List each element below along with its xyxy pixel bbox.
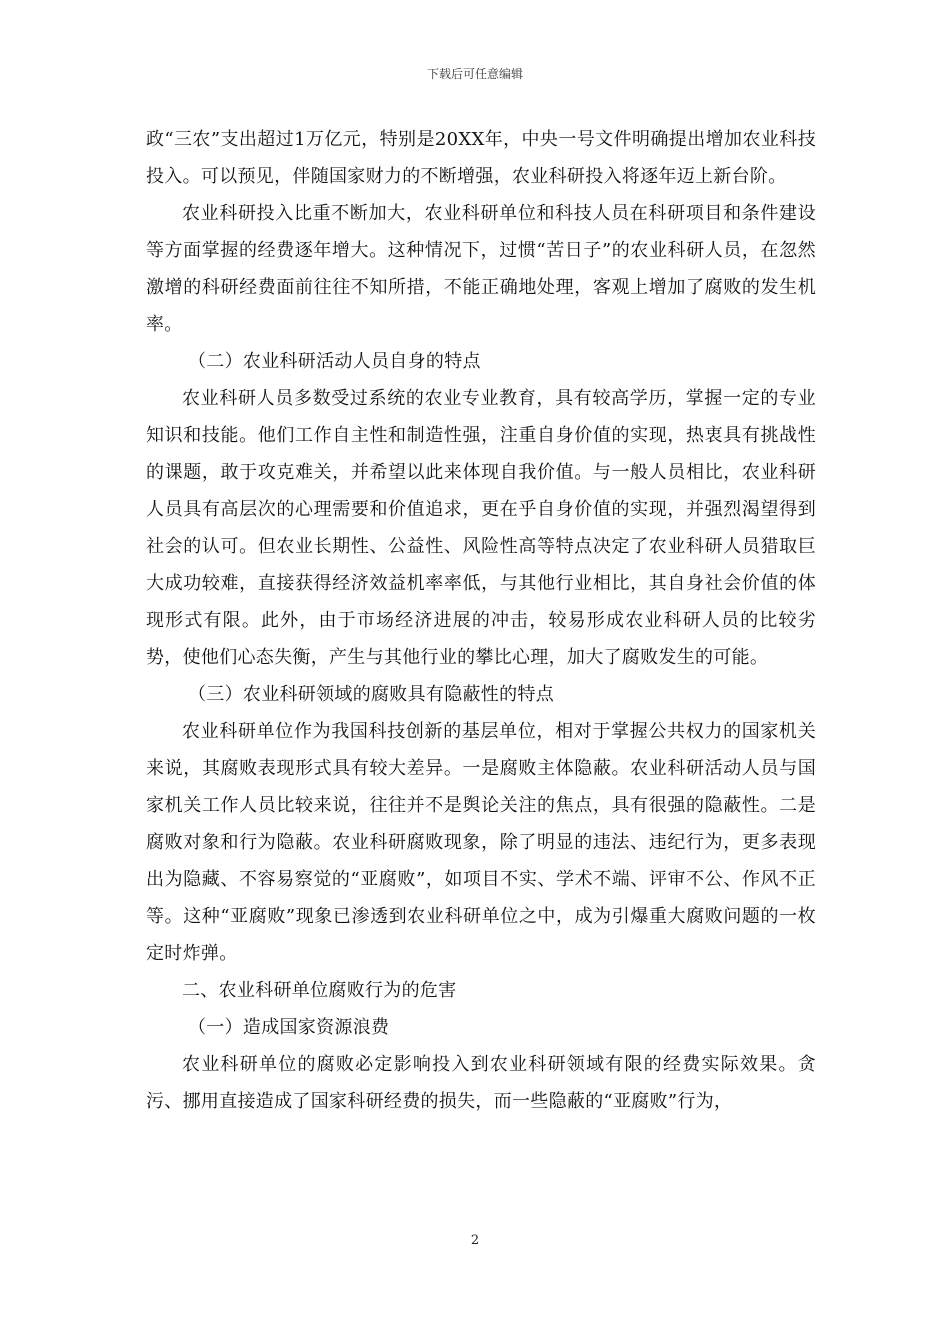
paragraph-funding-growth: 农业科研投入比重不断加大，农业科研单位和科技人员在科研项目和条件建设等方面掌握的经费逐年增大。这种情况下，过惯“苦日子”的农业科研人员，在忽然激增的科研经费面前往往不知所措，不能正确地处理，客观上增加了腐败的发生机率。 [146, 203, 816, 335]
document-body [146, 121, 816, 1120]
page-number: 2 [470, 1233, 480, 1248]
subheading-concealment: （三）农业科研领域的腐败具有隐蔽性的特点 [188, 684, 554, 705]
subheading-resource-waste: （一）造成国家资源浪费 [188, 1017, 390, 1038]
paragraph-researcher-traits: 农业科研人员多数受过系统的农业专业教育，具有较高学历，掌握一定的专业知识和技能。他们工作自主性和制造性强，注重自身价值的实现，热衷具有挑战性的课题，敢于攻克难关，并希望以此来体现自我价值。与一般人员相比，农业科研人员具有高层次的心理需要和价值追求，更在乎自身价值的实现，并强烈渴望得到社会的认可。但农业长期性、公益性、风险性高等特点决定了农业科研人员猎取巨大成功较难，直接获得经济效益机率率低，与其他行业相比，其自身社会价值的体现形式有限。此外，由于市场经济进展的冲击，较易形成农业科研人员的比较劣势，使他们心态失衡，产生与其他行业的攀比心理，加大了腐败发生的可能。 [146, 388, 816, 668]
page-header: 下载后可任意编辑 [426, 67, 523, 81]
paragraph-concealment: 农业科研单位作为我国科技创新的基层单位，相对于掌握公共权力的国家机关来说，其腐败表现形式具有较大差异。一是腐败主体隐蔽。农业科研活动人员与国家机关工作人员比较来说，往往并不是舆论关注的焦点，具有很强的隐蔽性。二是腐败对象和行为隐蔽。农业科研腐败现象，除了明显的违法、违纪行为，更多表现出为隐藏、不容易察觉的“亚腐败”，如项目不实、学术不端、评审不公、作风不正等。这种“亚腐败”现象已渗透到农业科研单位之中，成为引爆重大腐败问题的一枚定时炸弹。 [146, 721, 816, 964]
section-heading-harms: 二、农业科研单位腐败行为的危害 [182, 980, 457, 1001]
paragraph-resource-waste: 农业科研单位的腐败必定影响投入到农业科研领域有限的经费实际效果。贪污、挪用直接造成了国家科研经费的损失，而一些隐蔽的“亚腐败”行为， [146, 1054, 816, 1112]
paragraph-continuation: 政“三农”支出超过1万亿元，特别是20XX年，中央一号文件明确提出增加农业科技投入。可以预见，伴随国家财力的不断增强，农业科研投入将逐年迈上新台阶。 [146, 129, 816, 187]
subheading-researcher-traits: （二）农业科研活动人员自身的特点 [188, 351, 481, 372]
